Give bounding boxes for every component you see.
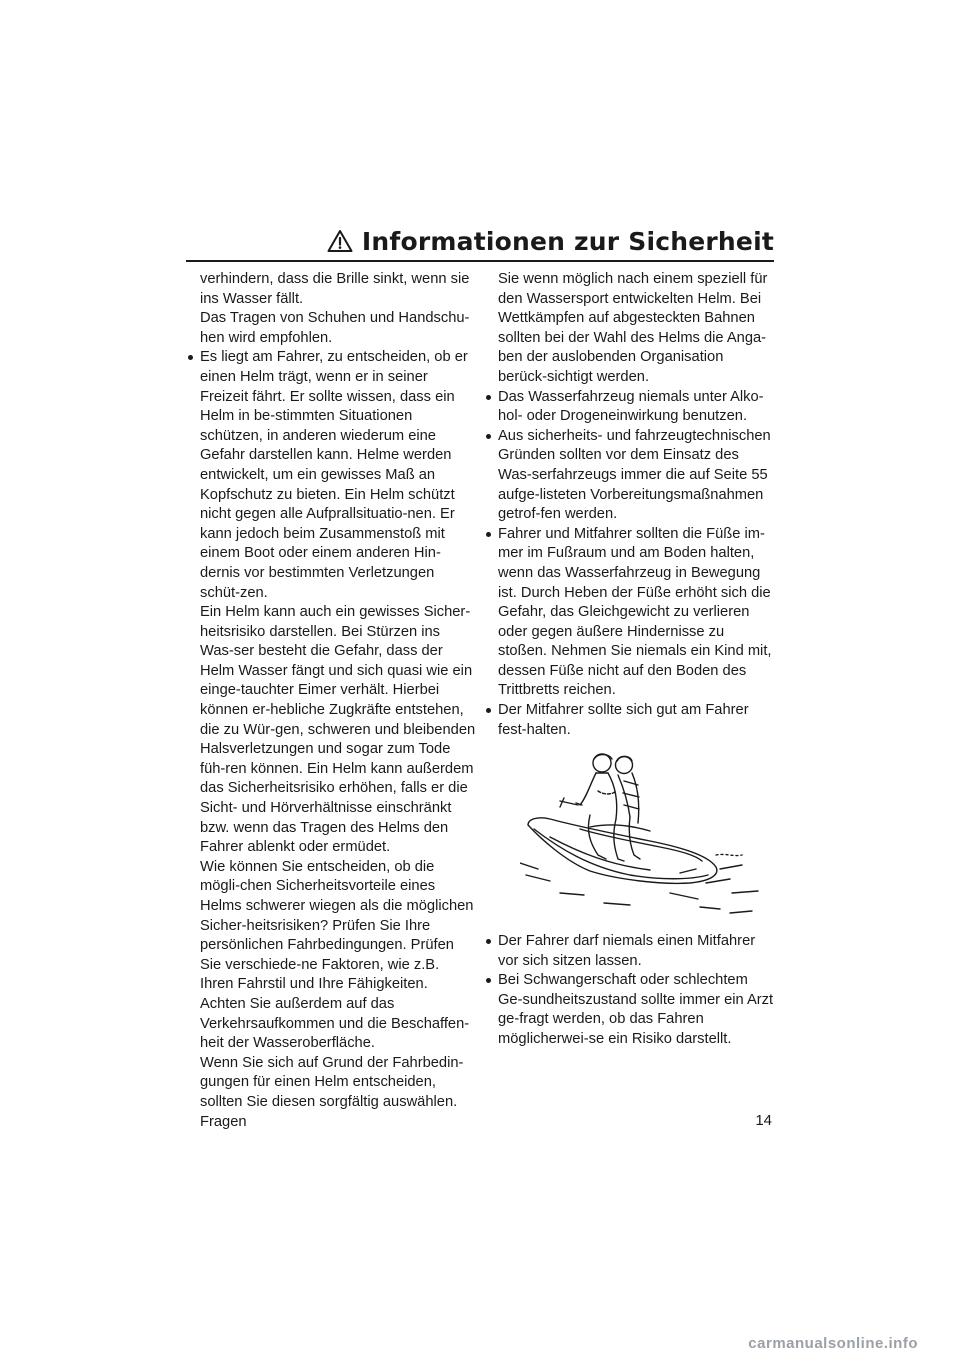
bullet-dot: [486, 395, 491, 400]
watercraft-riders-illustration: [520, 743, 770, 923]
paragraph-helmet-continued: Sie wenn möglich nach einem speziell für den Wassersport entwickelten Helm. Bei Wettkämpfen auf abgesteckten Bahnen sollten bei der Wahl des Helms die Anga-ben der auslobenden Organisation berück-sichtigt werden.: [498, 271, 768, 385]
bullet-text: Es liegt am Fahrer, zu entscheiden, ob er einen Helm trägt, wenn er in seiner Freizeit fährt. Er sollte wissen, dass ein Helm in be-stimmten Situationen schützen, in anderen wiederum eine Gefahr darstellen kann. Helme werden entwickelt, um ein gewisses Maß an Kopfschutz zu bieten. Ein Helm schützt nicht gegen alle Aufprallsituatio-nen. Er kann jedoch beim Zusammenstoß mit einem Boot oder einem anderen Hin-dernis vor bestimmten Verletzungen schüt-zen.: [200, 349, 468, 601]
bullet-text: Fahrer und Mitfahrer sollten die Füße im-mer im Fußraum und am Boden halten, wenn das Wasserfahrzeug in Bewegung ist. Durch Heben der Füße erhöht sich die Gefahr, das Gleichgewicht zu verlieren oder gegen äußere Hindernisse zu stoßen. Nehmen Sie niemals ein Kind mit, dessen Füße nicht auf den Boden des Trittbretts reichen.: [498, 525, 772, 699]
bullet-text: Aus sicherheits- und fahrzeugtechnischen Gründen sollten vor dem Einsatz des Was-serfahrzeugs immer die auf Seite 55 aufge-listeten Vorbereitungsmaßnahmen getrof-fen werden.: [498, 427, 771, 523]
right-column: [484, 270, 774, 740]
bullet-dot: [486, 978, 491, 983]
bullet-dot: [486, 532, 491, 537]
bullet-feet: [484, 525, 774, 701]
bullet-hold-on: [484, 701, 774, 740]
paragraph-helmet-decision: Wie können Sie entscheiden, ob die mögli-chen Sicherheitsvorteile eines Helms schwerer wiegen als die möglichen Sicher-heitsrisiken? Prüfen Sie Ihre persönlichen Fahrbedingungen. Prüfen Sie verschiede-ne Faktoren, wie z.B. Ihren Fahrstil und Ihre Fähigkeiten. Achten Sie außerdem auf das Verkehrsaufkommen und die Beschaffen-heit der Wasseroberfläche.: [200, 858, 474, 1052]
bullet-preparation: [484, 427, 774, 525]
right-column-lower: [484, 932, 774, 1050]
bullet-dot: [188, 355, 193, 360]
paragraph-helmet-choice: Wenn Sie sich auf Grund der Fahrbedin-gungen für einen Helm entscheiden, sollten Sie diesen sorgfältig auswählen. Fragen: [200, 1054, 464, 1130]
watermark: carmanualsonline.info: [748, 1335, 918, 1352]
bullet-passenger-front: [484, 932, 774, 971]
page-title: Informationen zur Sicherheit: [361, 226, 774, 256]
bullet-helmet: [186, 348, 476, 603]
page-number: 14: [755, 1112, 772, 1129]
bullet-text: Bei Schwangerschaft oder schlechtem Ge-sundheitszustand sollte immer ein Arzt ge-fragt werden, ob das Fahren möglicherwei-se ein Risiko darstellt.: [498, 972, 774, 1047]
bullet-pregnancy: [484, 971, 774, 1049]
warning-triangle-icon: [327, 229, 353, 253]
page-header: [186, 222, 774, 262]
bullet-text: Der Fahrer darf niemals einen Mitfahrer vor sich sitzen lassen.: [498, 933, 756, 969]
bullet-dot: [486, 708, 491, 713]
bullet-alcohol: [484, 388, 774, 427]
bullet-dot: [486, 939, 491, 944]
paragraph-helmet-risk: Ein Helm kann auch ein gewisses Sicher-heitsrisiko darstellen. Bei Stürzen ins Was-ser besteht die Gefahr, dass der Helm Wasser fängt und sich quasi wie ein einge-tauchter Eimer verhält. Hierbei können er-hebliche Zugkräfte entstehen, die zu Wür-gen, schweren und bleibenden Halsverletzungen und sogar zum Tode füh-ren können. Ein Helm kann außerdem das Sicherheitsrisiko erhöhen, falls er die Sicht- und Hörverhältnisse einschränkt bzw. wenn das Tragen des Helms den Fahrer ablenkt oder ermüdet.: [200, 604, 476, 856]
bullet-dot: [486, 434, 491, 439]
left-column: [186, 270, 476, 1132]
paragraph-goggles: verhindern, dass die Brille sinkt, wenn sie ins Wasser fällt.: [200, 271, 470, 307]
bullet-text: Das Wasserfahrzeug niemals unter Alko-hol- oder Drogeneinwirkung benutzen.: [498, 388, 764, 425]
paragraph-shoes-gloves: Das Tragen von Schuhen und Handschu-hen wird empfohlen.: [200, 310, 470, 346]
bullet-text: Der Mitfahrer sollte sich gut am Fahrer fest-halten.: [498, 702, 749, 738]
